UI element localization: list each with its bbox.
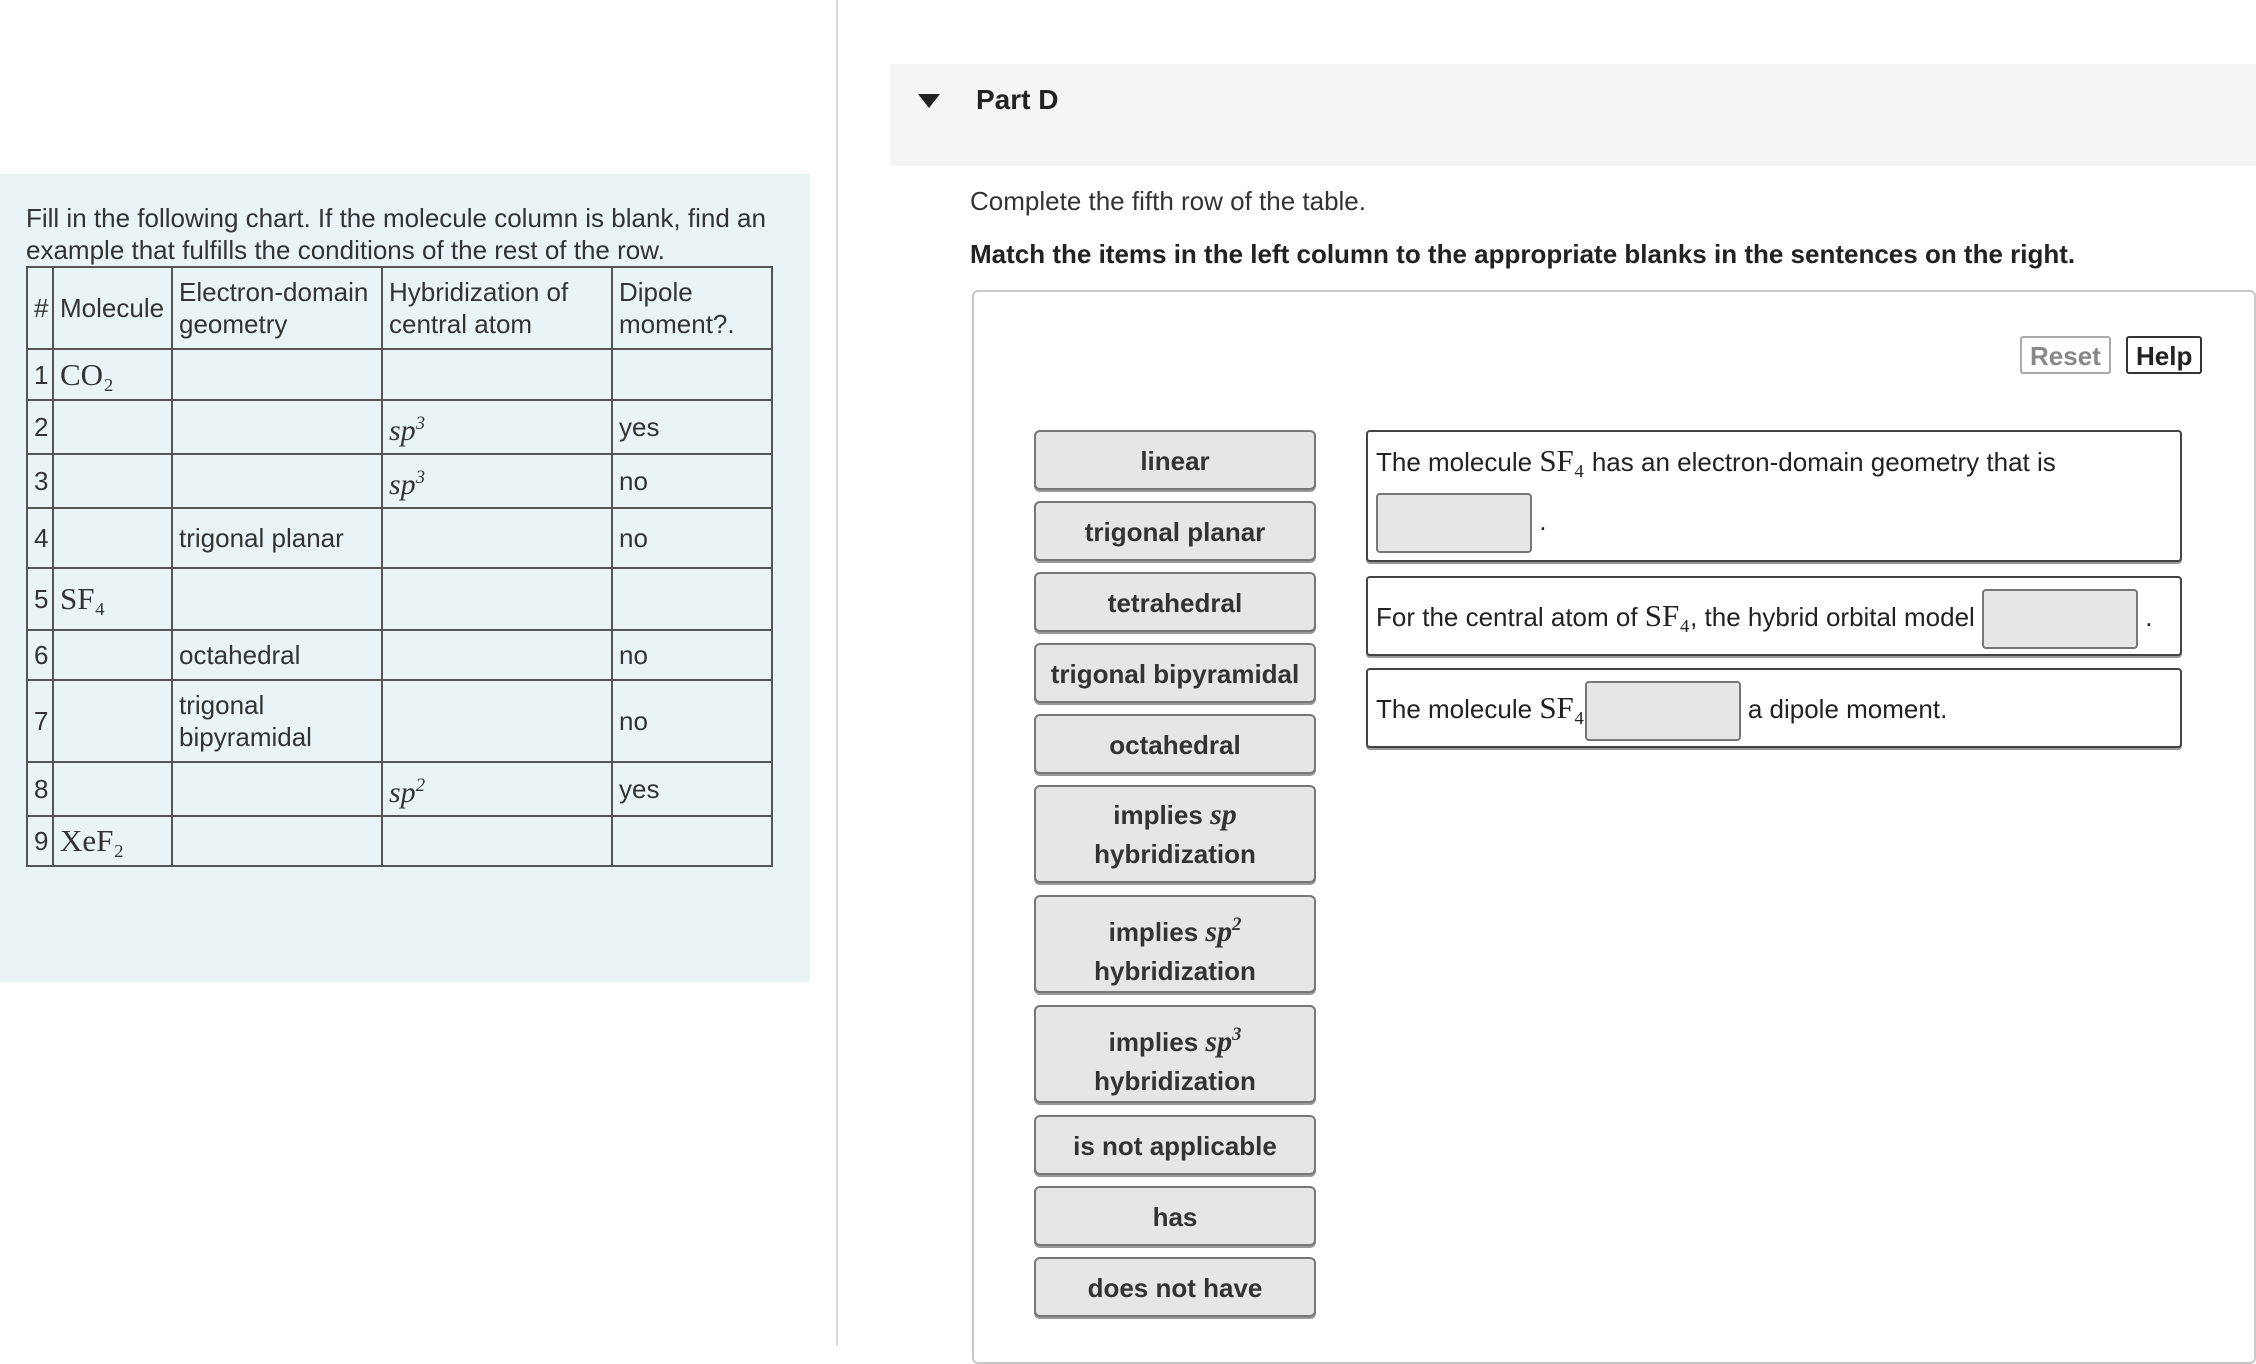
row-num: 2 (27, 400, 53, 454)
dipole-cell: no (612, 680, 772, 762)
orbital-label: $sp^2$ (1205, 914, 1242, 948)
problem-panel (0, 174, 810, 982)
molecule-cell (53, 454, 172, 508)
table-row (27, 454, 772, 508)
panel-divider (836, 0, 838, 1346)
instruction-text: Complete the fifth row of the table. (970, 186, 1366, 216)
chip-implies-sp2[interactable] (1034, 895, 1316, 993)
sentence-text: The molecule (1376, 447, 1533, 477)
part-header[interactable] (890, 64, 2256, 166)
row-num: 4 (27, 508, 53, 568)
hybridization-cell (382, 762, 612, 816)
chip-not-applicable[interactable]: is not applicable (1034, 1115, 1316, 1175)
hybridization-cell (382, 630, 612, 680)
table-row (27, 568, 772, 630)
hybrid-value: $sp^3$ (389, 412, 425, 447)
molecule-cell (53, 762, 172, 816)
part-title: Part D (976, 84, 1059, 115)
header-hybridization: Hybridization of central atom (382, 267, 612, 349)
sentence-text: a dipole moment. (1747, 694, 1948, 724)
header-geometry: Electron-domain geometry (172, 267, 382, 349)
drop-target-geometry[interactable] (1376, 493, 1532, 553)
hybrid-value: $sp^2$ (389, 774, 425, 809)
geometry-cell: trigonal planar (172, 508, 382, 568)
row-num: 1 (27, 349, 53, 400)
sentence-text: has an electron-domain geometry that is (1591, 447, 2056, 477)
dipole-cell: yes (612, 762, 772, 816)
orbital-label: $sp^3$ (1205, 1024, 1242, 1058)
help-button[interactable]: Help (2126, 336, 2202, 374)
geometry-cell (172, 568, 382, 630)
hybridization-cell (382, 400, 612, 454)
table-row (27, 816, 772, 866)
geometry-cell: trigonal bipyramidal (172, 680, 382, 762)
molecule-cell: XeF₂ (53, 816, 172, 866)
chip-tetrahedral[interactable]: tetrahedral (1034, 572, 1316, 632)
hybridization-cell (382, 349, 612, 400)
molecule-label: SF₄ (1539, 690, 1585, 725)
molecule-cell: CO₂ (53, 349, 172, 400)
dipole-cell: no (612, 630, 772, 680)
table-row (27, 630, 772, 680)
molecule-cell (53, 630, 172, 680)
table-row (27, 349, 772, 400)
chip-text: implies (1108, 917, 1199, 947)
chip-implies-sp[interactable] (1034, 785, 1316, 883)
drop-target-hybridization[interactable] (1982, 589, 2138, 649)
geometry-cell (172, 762, 382, 816)
sentence-dipole (1366, 668, 2182, 748)
dipole-cell: yes (612, 400, 772, 454)
drop-target-dipole[interactable] (1585, 681, 1741, 741)
hybridization-cell (382, 680, 612, 762)
molecule-cell (53, 508, 172, 568)
sentence-geometry (1366, 430, 2182, 562)
sentence-text: , the hybrid orbital model (1690, 602, 1975, 632)
header-dipole: Dipole moment?. (612, 267, 772, 349)
geometry-cell: octahedral (172, 630, 382, 680)
dipole-cell: no (612, 508, 772, 568)
table-row (27, 762, 772, 816)
chip-text: implies (1113, 800, 1203, 830)
sentence-text: . (2145, 602, 2153, 632)
chip-text: hybridization (1094, 1066, 1256, 1096)
geometry-cell (172, 454, 382, 508)
hybridization-cell (382, 816, 612, 866)
hybridization-cell (382, 454, 612, 508)
table-row (27, 680, 772, 762)
chip-octahedral[interactable]: octahedral (1034, 714, 1316, 774)
caret-down-icon[interactable] (918, 94, 940, 108)
molecule-label: SF₄ (1644, 598, 1691, 633)
row-num: 6 (27, 630, 53, 680)
header-molecule: Molecule (53, 267, 172, 349)
match-instruction: Match the items in the left column to the appropriate blanks in the sentences on the right. (970, 239, 2076, 269)
sentence-text: The molecule (1376, 694, 1533, 724)
molecule-cell (53, 680, 172, 762)
sentence-text: For the central atom of (1376, 602, 1638, 632)
hybridization-cell (382, 508, 612, 568)
chip-implies-sp3[interactable] (1034, 1005, 1316, 1103)
hybrid-value: $sp^3$ (389, 466, 425, 501)
chip-does-not-have[interactable]: does not have (1034, 1257, 1316, 1317)
sentence-hybridization (1366, 576, 2182, 656)
chip-has[interactable]: has (1034, 1186, 1316, 1246)
chip-text: hybridization (1094, 956, 1256, 986)
geometry-cell (172, 816, 382, 866)
molecule-chart (26, 266, 773, 867)
row-num: 3 (27, 454, 53, 508)
dipole-cell (612, 349, 772, 400)
chip-text: implies (1108, 1027, 1199, 1057)
orbital-label: sp (1210, 798, 1237, 831)
table-header-row (27, 267, 772, 349)
molecule-cell (53, 400, 172, 454)
dipole-cell (612, 816, 772, 866)
molecule-cell: SF₄ (53, 568, 172, 630)
problem-intro: Fill in the following chart. If the molecule column is blank, find an example that fulfills the conditions of the rest of the row. (26, 203, 766, 265)
drag-drop-area (972, 290, 2256, 1364)
table-row (27, 508, 772, 568)
row-num: 8 (27, 762, 53, 816)
dipole-cell: no (612, 454, 772, 508)
geometry-cell (172, 400, 382, 454)
chip-trigonal-planar[interactable]: trigonal planar (1034, 501, 1316, 561)
chip-linear[interactable]: linear (1034, 430, 1316, 490)
molecule-label: SF₄ (1539, 443, 1585, 478)
sentence-text: . (1539, 505, 1547, 536)
chip-text: hybridization (1094, 839, 1256, 869)
chip-trigonal-bipyramidal[interactable]: trigonal bipyramidal (1034, 643, 1316, 703)
row-num: 5 (27, 568, 53, 630)
dipole-cell (612, 568, 772, 630)
table-row (27, 400, 772, 454)
hybridization-cell (382, 568, 612, 630)
header-num: # (27, 267, 53, 349)
geometry-cell (172, 349, 382, 400)
reset-button[interactable]: Reset (2020, 336, 2111, 374)
row-num: 7 (27, 680, 53, 762)
row-num: 9 (27, 816, 53, 866)
